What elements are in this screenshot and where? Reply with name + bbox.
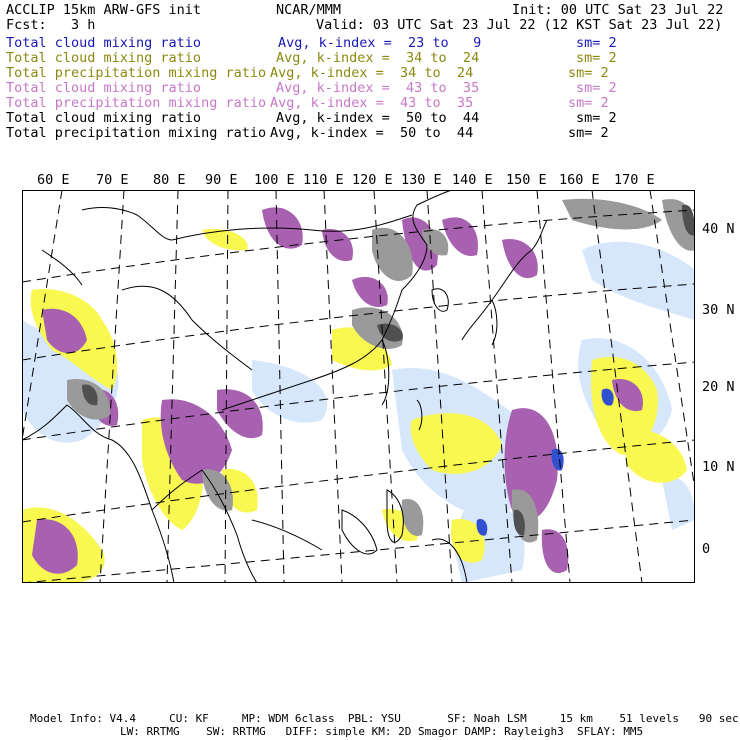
latitude-label: 20 N bbox=[702, 379, 735, 395]
legend-sm: sm= 2 bbox=[576, 50, 617, 66]
legend-field: Total cloud mixing ratio bbox=[6, 80, 202, 96]
legend-row bbox=[6, 125, 609, 141]
latitude-label: 10 N bbox=[702, 459, 735, 475]
legend-avg: Avg, k-index = 50 to 44 bbox=[270, 125, 474, 141]
init-time: Init: 00 UTC Sat 23 Jul 22 bbox=[512, 2, 724, 18]
model-info-line2: LW: RRTMG SW: RRTMG DIFF: simple KM: 2D Smagor DAMP: Rayleigh3 SFLAY: MM5 bbox=[120, 725, 644, 738]
forecast-hour: Fcst: 3 h bbox=[6, 17, 96, 33]
legend-field: Total cloud mixing ratio bbox=[6, 50, 202, 66]
organization-label: NCAR/MMM bbox=[276, 2, 342, 18]
legend-avg: Avg, k-index = 34 to 24 bbox=[276, 50, 480, 66]
longitude-label: 100 E bbox=[254, 172, 295, 188]
legend-field: Total precipitation mixing ratio bbox=[6, 65, 267, 81]
longitude-label: 80 E bbox=[153, 172, 186, 188]
legend-row bbox=[6, 65, 609, 81]
latitude-label: 30 N bbox=[702, 302, 735, 318]
legend-field: Total cloud mixing ratio bbox=[6, 35, 202, 51]
legend-row bbox=[6, 80, 617, 96]
forecast-map bbox=[22, 190, 695, 583]
legend-sm: sm= 2 bbox=[568, 65, 609, 81]
legend-avg: Avg, k-index = 23 to 9 bbox=[278, 35, 482, 51]
longitude-label: 70 E bbox=[96, 172, 129, 188]
legend-sm: sm= 2 bbox=[568, 125, 609, 141]
valid-time: Valid: 03 UTC Sat 23 Jul 22 (12 KST Sat 23 Jul 22) bbox=[316, 17, 723, 33]
longitude-label: 150 E bbox=[506, 172, 547, 188]
longitude-label: 120 E bbox=[352, 172, 393, 188]
longitude-label: 110 E bbox=[303, 172, 344, 188]
legend-row bbox=[6, 95, 609, 111]
legend-field: Total cloud mixing ratio bbox=[6, 110, 202, 126]
legend-row bbox=[6, 35, 617, 51]
legend-avg: Avg, k-index = 50 to 44 bbox=[276, 110, 480, 126]
legend-avg: Avg, k-index = 34 to 24 bbox=[270, 65, 474, 81]
legend-avg: Avg, k-index = 43 to 35 bbox=[276, 80, 480, 96]
longitude-label: 160 E bbox=[559, 172, 600, 188]
model-info-line1: Model Info: V4.4 CU: KF MP: WDM 6class PBL: YSU SF: Noah LSM 15 km 51 levels 90 sec bbox=[30, 712, 739, 725]
longitude-label: 140 E bbox=[452, 172, 493, 188]
legend-row bbox=[6, 50, 617, 66]
longitude-label: 60 E bbox=[37, 172, 70, 188]
legend-sm: sm= 2 bbox=[576, 80, 617, 96]
latitude-label: 0 bbox=[702, 541, 711, 557]
legend-sm: sm= 2 bbox=[576, 35, 617, 51]
legend-field: Total precipitation mixing ratio bbox=[6, 125, 267, 141]
latitude-label: 40 N bbox=[702, 221, 735, 237]
legend-row bbox=[6, 110, 617, 126]
legend-sm: sm= 2 bbox=[576, 110, 617, 126]
model-title: ACCLIP 15km ARW-GFS init bbox=[6, 2, 202, 18]
legend-field: Total precipitation mixing ratio bbox=[6, 95, 267, 111]
legend-avg: Avg, k-index = 43 to 35 bbox=[270, 95, 474, 111]
legend-sm: sm= 2 bbox=[568, 95, 609, 111]
longitude-label: 170 E bbox=[614, 172, 655, 188]
longitude-label: 130 E bbox=[401, 172, 442, 188]
longitude-label: 90 E bbox=[205, 172, 238, 188]
